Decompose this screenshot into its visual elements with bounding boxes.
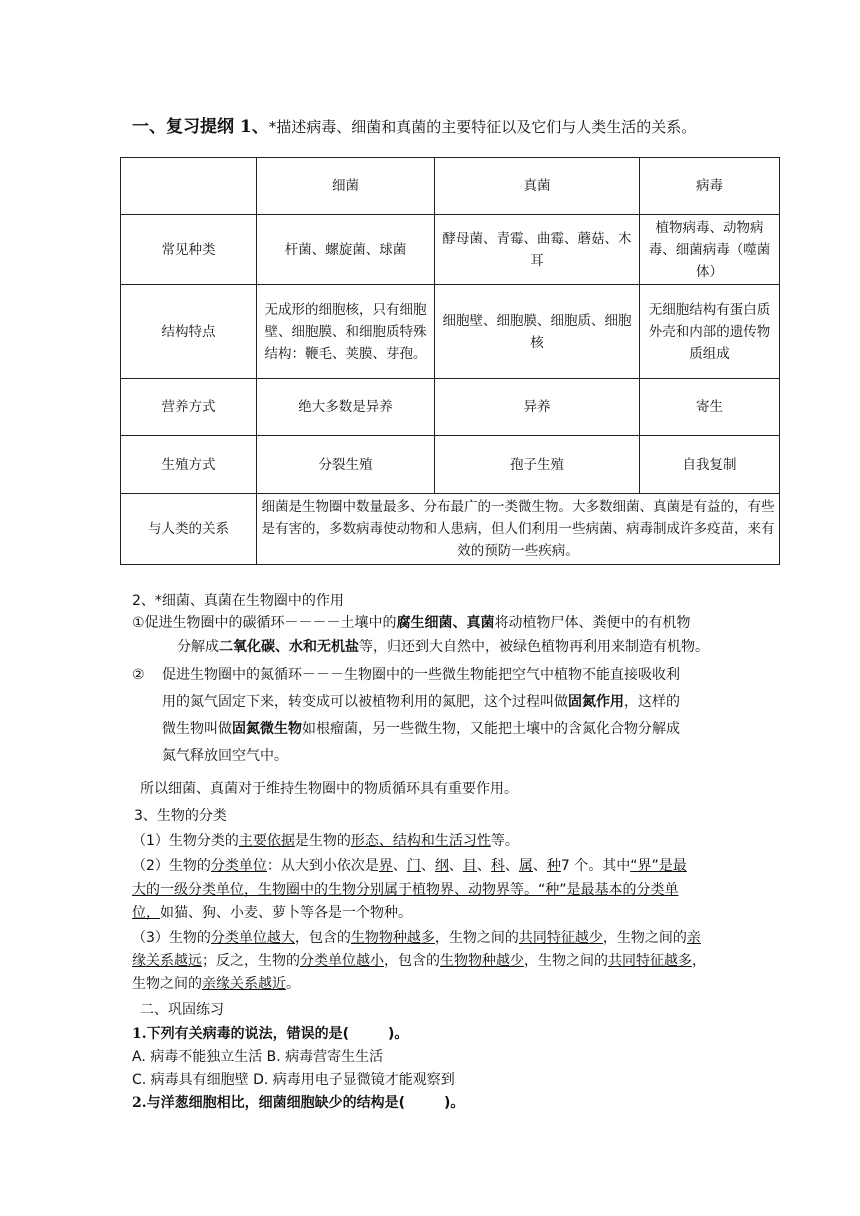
relation-cell: 细菌是生物圈中数量最多、分布最广的一类微生物。大多数细菌、真菌是有益的，有些是有害的，多数病毒使动物和人患病，但人们利用一些病菌、病毒制成许多疫苗，来有效的预防一些疾病。 [257, 494, 780, 565]
classification-item-2-line-1: （2）生物的分类单位：从大到小依次是界、门、纲、目、科、属、种7 个。其中“界”是最 [132, 858, 687, 874]
table-row [121, 379, 780, 436]
table-cell: 孢子生殖 [435, 436, 640, 494]
nitrogen-cycle-marker: ② [132, 667, 145, 683]
cycle-summary: 所以细菌、真菌对于维持生物圈中的物质循环具有重要作用。 [140, 781, 518, 797]
row-label: 与人类的关系 [121, 494, 257, 565]
outline-heading-text: *描述病毒、细菌和真菌的主要特征以及它们与人类生活的关系。 [268, 118, 697, 136]
outline-heading-prefix: 一、复习提纲 1、 [132, 117, 269, 137]
table-cell: 分裂生殖 [257, 436, 435, 494]
section-2-title: 2、*细菌、真菌在生物圈中的作用 [132, 593, 344, 609]
table-header-row [121, 158, 780, 215]
table-cell: 异养 [435, 379, 640, 436]
table-cell: 无成形的细胞核，只有细胞壁、细胞膜、和细胞质特殊结构：鞭毛、荚膜、芽孢。 [257, 285, 435, 379]
classification-item-1: （1）生物分类的主要依据是生物的形态、结构和生活习性等。 [132, 833, 519, 849]
question-1-options-cd: C. 病毒具有细胞壁 D. 病毒用电子显微镜才能观察到 [132, 1072, 455, 1088]
nitrogen-cycle-line-2: 用的氮气固定下来，转变成可以被植物利用的氮肥，这个过程叫做固氮作用，这样的 [162, 694, 680, 710]
table-header-cell: 病毒 [640, 158, 780, 215]
section-3-title: 3、生物的分类 [134, 808, 227, 824]
table-header-cell: 细菌 [257, 158, 435, 215]
outline-heading [132, 112, 696, 137]
nitrogen-cycle-line-1: 促进生物圈中的氮循环－－－生物圈中的一些微生物能把空气中植物不能直接吸收利 [162, 667, 680, 683]
question-2: 2.与洋葱细胞相比，细菌细胞缺少的结构是( )。 [132, 1095, 465, 1111]
classification-item-2-line-3: 位，如猫、狗、小麦、萝卜等各是一个物种。 [132, 905, 412, 921]
practice-title: 二、巩固练习 [140, 1002, 224, 1018]
classification-item-2-line-2: 大的一级分类单位，生物圈中的生物分别属于植物界、动物界等。“种”是最基本的分类单 [132, 882, 679, 898]
carbon-cycle-line-2: 分解成二氧化碳、水和无机盐等，归还到大自然中，被绿色植物再利用来制造有机物。 [177, 639, 709, 655]
table-header-cell [121, 158, 257, 215]
table-cell: 植物病毒、动物病毒、细菌病毒（噬菌体） [640, 215, 780, 285]
table-row [121, 215, 780, 285]
classification-item-3-line-3: 生物之间的亲缘关系越近。 [132, 976, 300, 992]
table-cell: 酵母菌、青霉、曲霉、蘑菇、木耳 [435, 215, 640, 285]
question-1-options-ab: A. 病毒不能独立生活 B. 病毒营寄生生活 [132, 1049, 384, 1065]
comparison-table [120, 157, 780, 565]
table-row [121, 285, 780, 379]
carbon-cycle-line-1: ①促进生物圈中的碳循环－－－－土壤中的腐生细菌、真菌将动植物尸体、粪便中的有机物 [132, 615, 691, 631]
nitrogen-cycle-line-3: 微生物叫做固氮微生物如根瘤菌，另一些微生物，又能把土壤中的含氮化合物分解成 [162, 721, 680, 737]
nitrogen-cycle-line-4: 氮气释放回空气中。 [162, 748, 288, 764]
row-label: 常见种类 [121, 215, 257, 285]
classification-item-3-line-2: 缘关系越远；反之，生物的分类单位越小，包含的生物物种越少，生物之间的共同特征越多， [132, 953, 706, 969]
table-header-cell: 真菌 [435, 158, 640, 215]
question-1: 1.下列有关病毒的说法，错误的是( )。 [132, 1026, 409, 1042]
table-row [121, 436, 780, 494]
table-cell: 绝大多数是异养 [257, 379, 435, 436]
row-label: 结构特点 [121, 285, 257, 379]
classification-item-3-line-1: （3）生物的分类单位越大，包含的生物物种越多，生物之间的共同特征越少，生物之间的亲 [132, 930, 701, 946]
table-cell: 杆菌、螺旋菌、球菌 [257, 215, 435, 285]
table-cell: 自我复制 [640, 436, 780, 494]
row-label: 生殖方式 [121, 436, 257, 494]
row-label: 营养方式 [121, 379, 257, 436]
table-cell: 寄生 [640, 379, 780, 436]
table-cell: 无细胞结构有蛋白质外壳和内部的遗传物质组成 [640, 285, 780, 379]
table-row-relation [121, 494, 780, 565]
table-cell: 细胞壁、细胞膜、细胞质、细胞核 [435, 285, 640, 379]
